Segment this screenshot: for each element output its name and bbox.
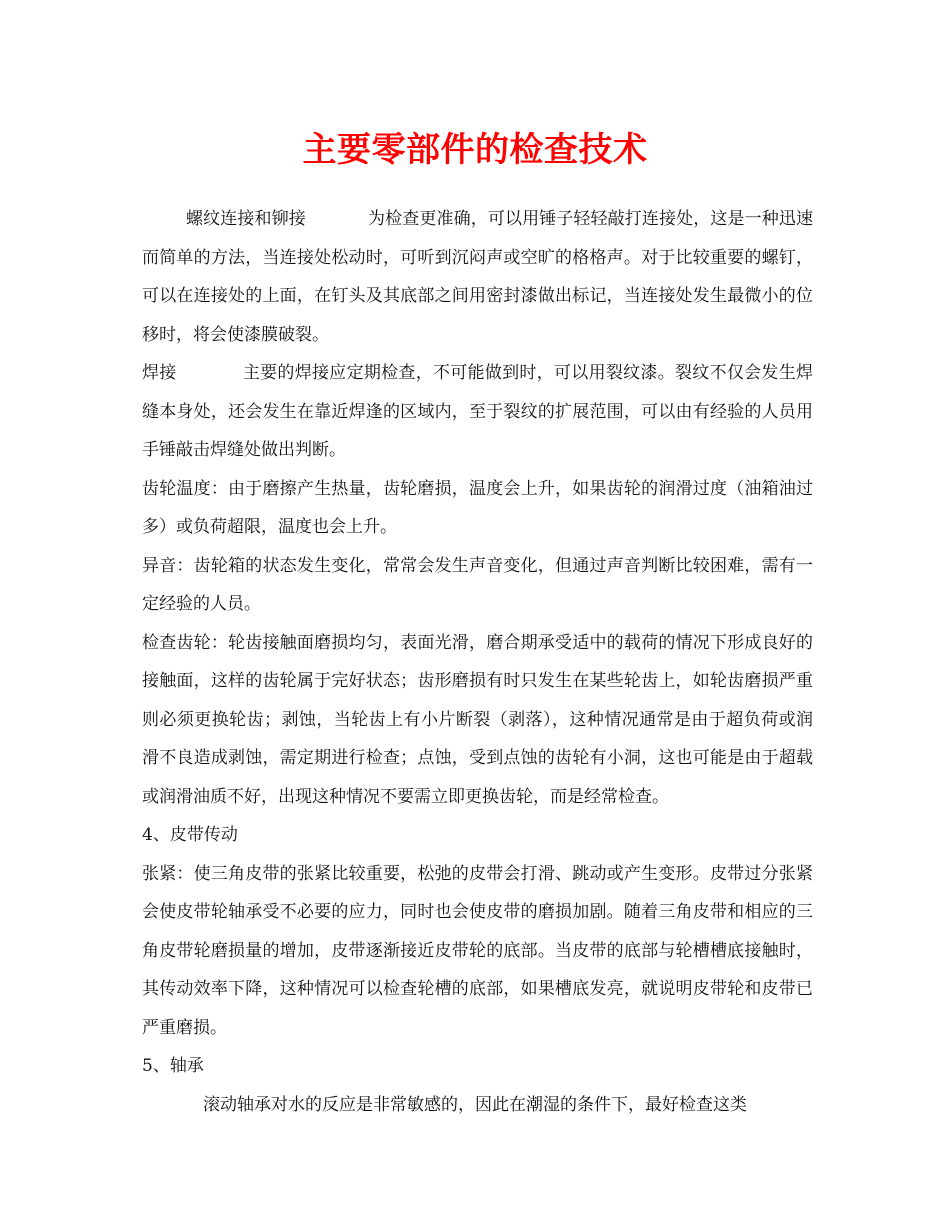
section-label-threaded-riveted: 螺纹连接和铆接 [186, 209, 306, 229]
section-label-welding: 焊接 [142, 363, 177, 383]
paragraph-text: 主要的焊接应定期检查，不可能做到时，可以用裂纹漆。裂纹不仅会发生焊缝本身处，还会发生在靠近焊逢的区域内，至于裂纹的扩展范围，可以由有经验的人员用手锤敲击焊缝处做出判断。 [142, 363, 814, 460]
paragraph-text: 为检查更准确，可以用锤子轻轻敲打连接处，这是一种迅速而简单的方法，当连接处松动时，可听到沉闷声或空旷的格格声。对于比较重要的螺钉，可以在连接处的上面，在钉头及其底部之间用密封漆做出标记，当连接处发生最微小的位移时，将会使漆膜破裂。 [142, 209, 814, 345]
paragraph-gear-inspection: 检查齿轮：轮齿接触面磨损均匀，表面光滑，磨合期承受适中的载荷的情况下形成良好的接触面，这样的齿轮属于完好状态；齿形磨损有时只发生在某些轮齿上，如轮齿磨损严重则必须更换轮齿；剥蚀，当轮齿上有小片断裂（剥落），这种情况通常是由于超负荷或润滑不良造成剥蚀，需定期进行检查；点蚀，受到点蚀的齿轮有小洞，这也可能是由于超载或润滑油质不好，出现这种情况不要需立即更换齿轮，而是经常检查。 [142, 632, 813, 807]
paragraph-threaded-riveted [142, 200, 813, 354]
paragraph-tension: 张紧：使三角皮带的张紧比较重要，松弛的皮带会打滑、跳动或产生变形。皮带过分张紧会使皮带轮轴承受不必要的应力，同时也会使皮带的磨损加剧。随着三角皮带和相应的三角皮带轮磨损量的增加，皮带逐渐接近皮带轮的底部。当皮带的底部与轮槽槽底接触时，其传动效率下降，这种情况可以检查轮槽的底部，如果槽底发亮，就说明皮带轮和皮带已严重磨损。 [142, 863, 813, 1038]
paragraph-rolling-bearing: 滚动轴承对水的反应是非常敏感的，因此在潮湿的条件下，最好检查这类 [203, 1094, 747, 1115]
document-title: 主要零部件的检查技术 [302, 130, 648, 170]
paragraph-welding [142, 354, 813, 470]
section-heading-bearing: 5、轴承 [142, 1056, 204, 1076]
document-body [142, 200, 813, 1124]
paragraph-abnormal-noise: 异音：齿轮箱的状态发生变化，常常会发生声音变化，但通过声音判断比较困难，需有一定经验的人员。 [142, 555, 813, 614]
section-heading-belt-drive: 4、皮带传动 [142, 825, 238, 845]
paragraph-gear-temperature: 齿轮温度：由于磨擦产生热量，齿轮磨损，温度会上升，如果齿轮的润滑过度（油箱油过多）或负荷超限，温度也会上升。 [142, 478, 813, 537]
